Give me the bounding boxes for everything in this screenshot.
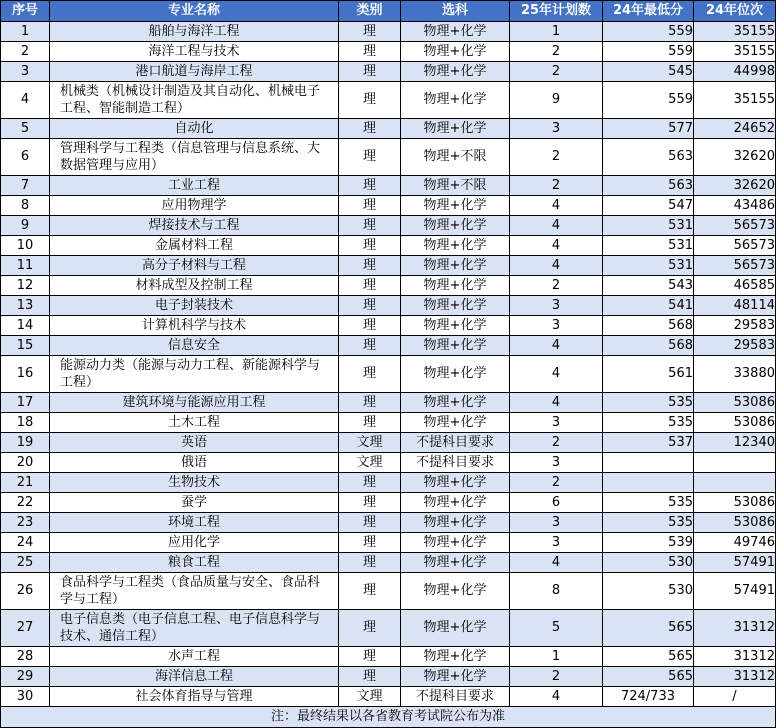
cell-min24: 539 xyxy=(603,533,694,553)
cell-subjects: 物理+化学 xyxy=(401,196,510,216)
cell-no: 30 xyxy=(1,687,50,707)
cell-rank24: 29583 xyxy=(694,336,776,356)
cell-major: 电子封装技术 xyxy=(50,296,339,316)
table-row xyxy=(1,316,776,336)
cell-category: 理 xyxy=(339,610,401,647)
cell-min24: 568 xyxy=(603,336,694,356)
cell-min24: 545 xyxy=(603,62,694,82)
cell-min24: 541 xyxy=(603,296,694,316)
cell-subjects: 物理+化学 xyxy=(401,119,510,139)
cell-subjects: 物理+化学 xyxy=(401,573,510,610)
table-row xyxy=(1,667,776,687)
table-row xyxy=(1,216,776,236)
cell-plan25: 2 xyxy=(510,42,603,62)
cell-plan25: 5 xyxy=(510,610,603,647)
cell-no: 11 xyxy=(1,256,50,276)
table-header xyxy=(1,1,776,22)
cell-subjects: 物理+化学 xyxy=(401,533,510,553)
cell-subjects: 不提科目要求 xyxy=(401,687,510,707)
table-row xyxy=(1,513,776,533)
cell-rank24: 53086 xyxy=(694,393,776,413)
cell-min24: 563 xyxy=(603,176,694,196)
cell-no: 19 xyxy=(1,433,50,453)
cell-min24: 535 xyxy=(603,393,694,413)
cell-subjects: 不提科目要求 xyxy=(401,453,510,473)
cell-min24: 530 xyxy=(603,573,694,610)
cell-plan25: 6 xyxy=(510,493,603,513)
cell-subjects: 物理+化学 xyxy=(401,296,510,316)
cell-no: 22 xyxy=(1,493,50,513)
cell-category: 理 xyxy=(339,22,401,42)
table-row xyxy=(1,42,776,62)
cell-subjects: 物理+化学 xyxy=(401,236,510,256)
cell-category: 理 xyxy=(339,493,401,513)
cell-subjects: 物理+化学 xyxy=(401,62,510,82)
cell-plan25: 3 xyxy=(510,413,603,433)
cell-min24: 568 xyxy=(603,316,694,336)
cell-major: 应用物理学 xyxy=(50,196,339,216)
cell-subjects: 物理+化学 xyxy=(401,413,510,433)
cell-min24: 577 xyxy=(603,119,694,139)
table-row xyxy=(1,433,776,453)
cell-category: 理 xyxy=(339,196,401,216)
cell-major: 粮食工程 xyxy=(50,553,339,573)
cell-min24: 563 xyxy=(603,139,694,176)
cell-no: 29 xyxy=(1,667,50,687)
cell-subjects: 物理+化学 xyxy=(401,473,510,493)
cell-subjects: 物理+化学 xyxy=(401,216,510,236)
cell-min24: 559 xyxy=(603,42,694,62)
cell-plan25: 3 xyxy=(510,453,603,473)
cell-rank24: 35155 xyxy=(694,42,776,62)
header-subjects: 选科 xyxy=(401,1,510,22)
cell-rank24: 44998 xyxy=(694,62,776,82)
cell-no: 7 xyxy=(1,176,50,196)
table-row xyxy=(1,22,776,42)
cell-category: 理 xyxy=(339,573,401,610)
cell-rank24: 49746 xyxy=(694,533,776,553)
cell-rank24: 56573 xyxy=(694,256,776,276)
cell-no: 17 xyxy=(1,393,50,413)
cell-major: 生物技术 xyxy=(50,473,339,493)
header-min24: 24年最低分 xyxy=(603,1,694,22)
cell-min24: 543 xyxy=(603,276,694,296)
cell-subjects: 物理+化学 xyxy=(401,316,510,336)
header-rank24: 24年位次 xyxy=(694,1,776,22)
cell-rank24: 31312 xyxy=(694,647,776,667)
header-category: 类别 xyxy=(339,1,401,22)
table-row xyxy=(1,176,776,196)
cell-major: 机械类（机械设计制造及其自动化、机械电子工程、智能制造工程） xyxy=(50,82,339,119)
table-row xyxy=(1,393,776,413)
cell-category: 文理 xyxy=(339,433,401,453)
cell-plan25: 2 xyxy=(510,176,603,196)
table-row xyxy=(1,276,776,296)
cell-plan25: 4 xyxy=(510,687,603,707)
cell-subjects: 物理+化学 xyxy=(401,553,510,573)
cell-rank24: 35155 xyxy=(694,22,776,42)
cell-min24: 530 xyxy=(603,553,694,573)
cell-category: 理 xyxy=(339,647,401,667)
header-no: 序号 xyxy=(1,1,50,22)
cell-subjects: 物理+化学 xyxy=(401,393,510,413)
cell-rank24: 56573 xyxy=(694,236,776,256)
cell-no: 16 xyxy=(1,356,50,393)
cell-no: 18 xyxy=(1,413,50,433)
table-row xyxy=(1,610,776,647)
cell-subjects: 物理+化学 xyxy=(401,82,510,119)
cell-plan25: 8 xyxy=(510,573,603,610)
cell-min24: 535 xyxy=(603,513,694,533)
cell-major: 计算机科学与技术 xyxy=(50,316,339,336)
cell-min24: 724/733 xyxy=(603,687,694,707)
cell-major: 水声工程 xyxy=(50,647,339,667)
cell-rank24: 32620 xyxy=(694,176,776,196)
cell-rank24 xyxy=(694,473,776,493)
cell-major: 金属材料工程 xyxy=(50,236,339,256)
cell-rank24: 31312 xyxy=(694,610,776,647)
cell-min24 xyxy=(603,453,694,473)
cell-category: 理 xyxy=(339,119,401,139)
cell-category: 理 xyxy=(339,316,401,336)
table-row xyxy=(1,336,776,356)
cell-category: 理 xyxy=(339,82,401,119)
cell-rank24: 57491 xyxy=(694,573,776,610)
cell-rank24: 57491 xyxy=(694,553,776,573)
table-row xyxy=(1,687,776,707)
table-row xyxy=(1,236,776,256)
cell-min24: 565 xyxy=(603,610,694,647)
cell-major: 船舶与海洋工程 xyxy=(50,22,339,42)
cell-rank24: 24652 xyxy=(694,119,776,139)
cell-major: 食品科学与工程类（食品质量与安全、食品科学与工程） xyxy=(50,573,339,610)
cell-plan25: 2 xyxy=(510,433,603,453)
table-row xyxy=(1,139,776,176)
table-row xyxy=(1,413,776,433)
cell-no: 20 xyxy=(1,453,50,473)
table-row xyxy=(1,256,776,276)
cell-no: 10 xyxy=(1,236,50,256)
cell-category: 理 xyxy=(339,553,401,573)
cell-category: 理 xyxy=(339,236,401,256)
cell-category: 理 xyxy=(339,413,401,433)
cell-plan25: 3 xyxy=(510,296,603,316)
cell-plan25: 4 xyxy=(510,256,603,276)
cell-major: 土木工程 xyxy=(50,413,339,433)
cell-major: 信息安全 xyxy=(50,336,339,356)
footer-note: 注：最终结果以各省教育考试院公布为准 xyxy=(1,707,776,728)
cell-major: 英语 xyxy=(50,433,339,453)
cell-rank24: 32620 xyxy=(694,139,776,176)
cell-category: 理 xyxy=(339,296,401,316)
cell-rank24: 53086 xyxy=(694,413,776,433)
cell-subjects: 物理+化学 xyxy=(401,256,510,276)
cell-category: 理 xyxy=(339,393,401,413)
cell-no: 15 xyxy=(1,336,50,356)
cell-subjects: 不提科目要求 xyxy=(401,433,510,453)
cell-min24: 531 xyxy=(603,216,694,236)
cell-major: 管理科学与工程类（信息管理与信息系统、大数据管理与应用） xyxy=(50,139,339,176)
cell-major: 高分子材料与工程 xyxy=(50,256,339,276)
cell-category: 文理 xyxy=(339,687,401,707)
cell-no: 5 xyxy=(1,119,50,139)
cell-plan25: 4 xyxy=(510,393,603,413)
cell-no: 21 xyxy=(1,473,50,493)
cell-category: 理 xyxy=(339,336,401,356)
cell-subjects: 物理+不限 xyxy=(401,176,510,196)
cell-major: 俄语 xyxy=(50,453,339,473)
cell-category: 理 xyxy=(339,356,401,393)
cell-category: 理 xyxy=(339,256,401,276)
cell-major: 港口航道与海岸工程 xyxy=(50,62,339,82)
cell-major: 社会体育指导与管理 xyxy=(50,687,339,707)
cell-no: 28 xyxy=(1,647,50,667)
cell-plan25: 1 xyxy=(510,647,603,667)
cell-major: 蚕学 xyxy=(50,493,339,513)
cell-rank24: 48114 xyxy=(694,296,776,316)
table-row xyxy=(1,62,776,82)
cell-subjects: 物理+化学 xyxy=(401,356,510,393)
cell-no: 3 xyxy=(1,62,50,82)
cell-rank24: 56573 xyxy=(694,216,776,236)
cell-rank24: 53086 xyxy=(694,493,776,513)
cell-min24 xyxy=(603,473,694,493)
cell-major: 建筑环境与能源应用工程 xyxy=(50,393,339,413)
cell-no: 4 xyxy=(1,82,50,119)
table-row xyxy=(1,473,776,493)
cell-plan25: 3 xyxy=(510,533,603,553)
table-row xyxy=(1,296,776,316)
cell-subjects: 物理+化学 xyxy=(401,22,510,42)
cell-subjects: 物理+化学 xyxy=(401,276,510,296)
cell-plan25: 1 xyxy=(510,22,603,42)
cell-no: 23 xyxy=(1,513,50,533)
cell-plan25: 2 xyxy=(510,62,603,82)
table-row xyxy=(1,356,776,393)
cell-plan25: 2 xyxy=(510,276,603,296)
cell-major: 焊接技术与工程 xyxy=(50,216,339,236)
cell-min24: 559 xyxy=(603,22,694,42)
cell-no: 6 xyxy=(1,139,50,176)
table-body xyxy=(1,22,776,707)
cell-category: 文理 xyxy=(339,453,401,473)
table-row xyxy=(1,119,776,139)
cell-plan25: 4 xyxy=(510,236,603,256)
header-major: 专业名称 xyxy=(50,1,339,22)
table-row xyxy=(1,82,776,119)
cell-plan25: 3 xyxy=(510,119,603,139)
cell-no: 2 xyxy=(1,42,50,62)
cell-major: 材料成型及控制工程 xyxy=(50,276,339,296)
cell-min24: 531 xyxy=(603,256,694,276)
cell-plan25: 4 xyxy=(510,356,603,393)
cell-subjects: 物理+化学 xyxy=(401,610,510,647)
cell-no: 9 xyxy=(1,216,50,236)
cell-subjects: 物理+化学 xyxy=(401,42,510,62)
cell-no: 14 xyxy=(1,316,50,336)
cell-rank24: 43486 xyxy=(694,196,776,216)
cell-category: 理 xyxy=(339,667,401,687)
table-row xyxy=(1,493,776,513)
cell-major: 能源动力类（能源与动力工程、新能源科学与工程） xyxy=(50,356,339,393)
cell-min24: 559 xyxy=(603,82,694,119)
cell-plan25: 4 xyxy=(510,553,603,573)
cell-subjects: 物理+不限 xyxy=(401,139,510,176)
cell-rank24: 33880 xyxy=(694,356,776,393)
cell-rank24: 35155 xyxy=(694,82,776,119)
table-row xyxy=(1,647,776,667)
cell-category: 理 xyxy=(339,513,401,533)
cell-min24: 547 xyxy=(603,196,694,216)
cell-category: 理 xyxy=(339,176,401,196)
cell-min24: 565 xyxy=(603,667,694,687)
cell-major: 海洋工程与技术 xyxy=(50,42,339,62)
cell-subjects: 物理+化学 xyxy=(401,336,510,356)
cell-min24: 535 xyxy=(603,493,694,513)
cell-no: 12 xyxy=(1,276,50,296)
cell-rank24: 12340 xyxy=(694,433,776,453)
cell-major: 自动化 xyxy=(50,119,339,139)
cell-subjects: 物理+化学 xyxy=(401,513,510,533)
cell-category: 理 xyxy=(339,139,401,176)
cell-no: 26 xyxy=(1,573,50,610)
cell-plan25: 4 xyxy=(510,196,603,216)
cell-plan25: 2 xyxy=(510,139,603,176)
cell-rank24: 46585 xyxy=(694,276,776,296)
table-row xyxy=(1,453,776,473)
cell-major: 工业工程 xyxy=(50,176,339,196)
cell-plan25: 2 xyxy=(510,667,603,687)
cell-plan25: 9 xyxy=(510,82,603,119)
cell-rank24: 29583 xyxy=(694,316,776,336)
cell-subjects: 物理+化学 xyxy=(401,493,510,513)
cell-category: 理 xyxy=(339,533,401,553)
cell-min24: 531 xyxy=(603,236,694,256)
cell-plan25: 4 xyxy=(510,216,603,236)
cell-major: 环境工程 xyxy=(50,513,339,533)
cell-category: 理 xyxy=(339,276,401,296)
cell-subjects: 物理+化学 xyxy=(401,667,510,687)
cell-category: 理 xyxy=(339,42,401,62)
cell-no: 8 xyxy=(1,196,50,216)
cell-min24: 565 xyxy=(603,647,694,667)
cell-rank24: 31312 xyxy=(694,667,776,687)
cell-plan25: 3 xyxy=(510,513,603,533)
cell-category: 理 xyxy=(339,473,401,493)
table-row xyxy=(1,553,776,573)
cell-min24: 561 xyxy=(603,356,694,393)
table-row xyxy=(1,533,776,553)
cell-no: 1 xyxy=(1,22,50,42)
cell-major: 海洋信息工程 xyxy=(50,667,339,687)
cell-category: 理 xyxy=(339,216,401,236)
cell-no: 24 xyxy=(1,533,50,553)
cell-rank24: / xyxy=(694,687,776,707)
cell-min24: 535 xyxy=(603,413,694,433)
cell-category: 理 xyxy=(339,62,401,82)
header-plan25: 25年计划数 xyxy=(510,1,603,22)
cell-plan25: 4 xyxy=(510,336,603,356)
table-row xyxy=(1,196,776,216)
cell-no: 25 xyxy=(1,553,50,573)
cell-rank24: 53086 xyxy=(694,513,776,533)
cell-min24: 537 xyxy=(603,433,694,453)
cell-plan25: 3 xyxy=(510,316,603,336)
cell-no: 13 xyxy=(1,296,50,316)
cell-no: 27 xyxy=(1,610,50,647)
cell-subjects: 物理+化学 xyxy=(401,647,510,667)
cell-major: 电子信息类（电子信息工程、电子信息科学与技术、通信工程） xyxy=(50,610,339,647)
cell-major: 应用化学 xyxy=(50,533,339,553)
table-row xyxy=(1,573,776,610)
cell-rank24 xyxy=(694,453,776,473)
cell-plan25: 2 xyxy=(510,473,603,493)
